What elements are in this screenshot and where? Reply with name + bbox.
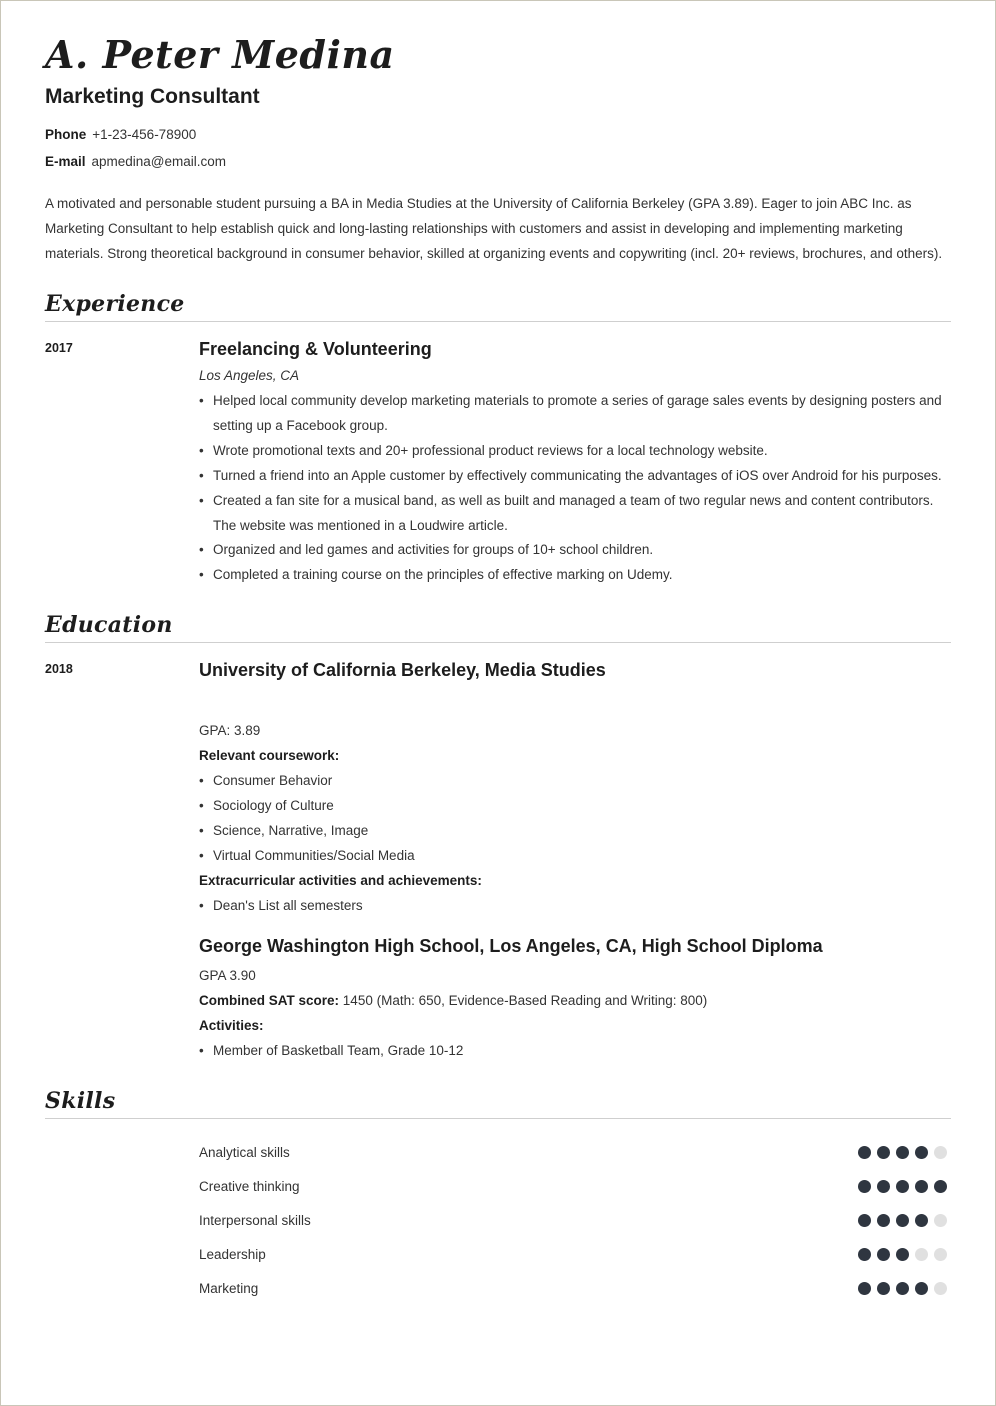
education-entry-university — [45, 659, 951, 1064]
section-title-skills: Skills — [45, 1088, 951, 1119]
skill-name: Interpersonal skills — [199, 1212, 311, 1228]
list-item: • Wrote promotional texts and 20+ professional product reviews for a local technology website. — [199, 439, 951, 464]
experience-entry-date: 2017 — [45, 341, 73, 356]
rating-dot-filled — [877, 1248, 890, 1261]
education-entry-high-school — [199, 935, 951, 1064]
skill-name: Marketing — [199, 1280, 259, 1296]
experience-entry-title: Freelancing & Volunteering — [199, 339, 432, 360]
rating-dot-filled — [858, 1282, 871, 1295]
skill-name: Leadership — [199, 1246, 266, 1262]
experience-entry — [45, 338, 951, 588]
rating-dot-filled — [858, 1146, 871, 1159]
list-item: • Virtual Communities/Social Media — [199, 844, 951, 869]
rating-dot-filled — [915, 1282, 928, 1295]
rating-dot-filled — [915, 1180, 928, 1193]
skill-row — [45, 1271, 951, 1305]
rating-dot-empty — [934, 1282, 947, 1295]
rating-dot-empty — [934, 1248, 947, 1261]
section-education — [45, 612, 951, 1064]
rating-dot-empty — [915, 1248, 928, 1261]
education-gpa: GPA: 3.89 — [199, 722, 261, 738]
rating-dot-filled — [934, 1180, 947, 1193]
rating-dot-filled — [877, 1180, 890, 1193]
contact-phone-label: Phone — [45, 126, 87, 142]
skill-rating — [858, 1180, 951, 1193]
list-item: • Dean's List all semesters — [199, 894, 951, 919]
rating-dot-filled — [896, 1180, 909, 1193]
contact-phone — [45, 127, 951, 143]
skill-name: Analytical skills — [199, 1144, 290, 1160]
rating-dot-empty — [934, 1214, 947, 1227]
education-extracurricular-label: Extracurricular activities and achievements: — [199, 872, 482, 888]
rating-dot-filled — [896, 1214, 909, 1227]
skill-rating — [858, 1146, 951, 1159]
skill-row — [45, 1203, 951, 1237]
skill-rating — [858, 1214, 951, 1227]
education-sat-label: Combined SAT score: — [199, 993, 340, 1009]
list-item: • Consumer Behavior — [199, 769, 951, 794]
education-activities-label: Activities: — [199, 1018, 264, 1034]
education-university-name: University of California Berkeley, Media Studies — [199, 660, 606, 681]
candidate-name: A. Peter Medina — [45, 32, 395, 77]
skills-list — [45, 1135, 951, 1305]
rating-dot-empty — [934, 1146, 947, 1159]
section-experience — [45, 291, 951, 588]
education-high-school-name: George Washington High School, Los Angeles, CA, High School Diploma — [199, 935, 823, 956]
section-skills — [45, 1088, 951, 1305]
list-item: • Created a fan site for a musical band, as well as built and managed a team of two regular news and content contributors. The website was mentioned in a Loudwire article. — [199, 489, 951, 539]
rating-dot-filled — [877, 1282, 890, 1295]
rating-dot-filled — [858, 1214, 871, 1227]
contact-email — [45, 154, 951, 170]
rating-dot-filled — [877, 1146, 890, 1159]
list-item: • Science, Narrative, Image — [199, 819, 951, 844]
education-high-school-gpa: GPA 3.90 — [199, 968, 256, 984]
candidate-job-title: Marketing Consultant — [45, 84, 260, 108]
experience-bullet-list — [199, 389, 951, 589]
rating-dot-filled — [896, 1282, 909, 1295]
skill-rating — [858, 1248, 951, 1261]
list-item: • Completed a training course on the principles of effective marking on Udemy. — [199, 563, 951, 588]
section-title-education: Education — [45, 612, 951, 643]
education-coursework-list — [199, 769, 951, 869]
section-title-experience: Experience — [45, 291, 951, 322]
contact-email-value: apmedina@email.com — [91, 154, 227, 170]
list-item: • Sociology of Culture — [199, 794, 951, 819]
education-activities-list — [199, 1039, 951, 1064]
contact-email-label: E-mail — [45, 154, 86, 170]
education-entry-date: 2018 — [45, 662, 73, 677]
education-sat-score — [199, 989, 951, 1014]
list-item: • Member of Basketball Team, Grade 10-12 — [199, 1039, 951, 1064]
list-item: • Organized and led games and activities for groups of 10+ school children. — [199, 538, 951, 563]
experience-entry-location: Los Angeles, CA — [199, 367, 300, 383]
list-item: • Helped local community develop marketing materials to promote a series of garage sales events by designing posters and setting up a Facebook group. — [199, 389, 951, 439]
rating-dot-filled — [877, 1214, 890, 1227]
skill-name: Creative thinking — [199, 1178, 300, 1194]
contact-phone-value: +1-23-456-78900 — [92, 126, 197, 142]
rating-dot-filled — [858, 1248, 871, 1261]
skill-row — [45, 1237, 951, 1271]
education-sat-value: 1450 (Math: 650, Evidence-Based Reading and Writing: 800) — [342, 993, 708, 1009]
skill-rating — [858, 1282, 951, 1295]
education-extracurricular-list — [199, 894, 951, 919]
professional-summary: A motivated and personable student pursuing a BA in Media Studies at the University of California Berkeley (GPA 3.89). Eager to join ABC Inc. as Marketing Consultant to help establish quick and long-lasting relationships with customers and assist in developing and implementing marketing materials. Strong theoretical background in consumer behavior, skilled at organizing events and copywriting (incl. 20+ reviews, brochures, and others). — [45, 196, 943, 262]
list-item: • Turned a friend into an Apple customer by effectively communicating the advantages of iOS over Android for his purposes. — [199, 464, 951, 489]
education-coursework-label: Relevant coursework: — [199, 747, 340, 763]
skill-row — [45, 1135, 951, 1169]
spacer — [199, 689, 951, 719]
rating-dot-filled — [858, 1180, 871, 1193]
skill-row — [45, 1169, 951, 1203]
rating-dot-filled — [896, 1248, 909, 1261]
rating-dot-filled — [915, 1146, 928, 1159]
rating-dot-filled — [915, 1214, 928, 1227]
rating-dot-filled — [896, 1146, 909, 1159]
resume-header — [45, 32, 951, 267]
